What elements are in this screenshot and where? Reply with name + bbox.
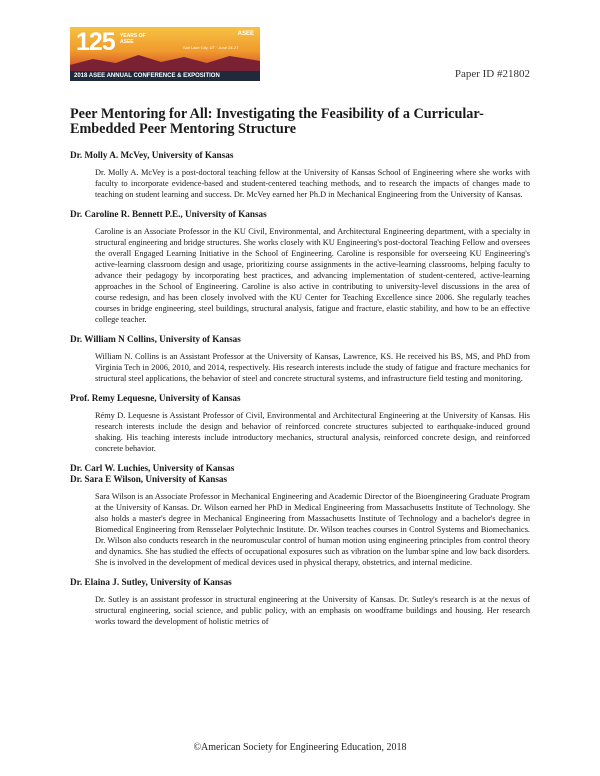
author-bio: Dr. Sutley is an assistant professor in structural engineering at the University of Kansas. Dr. Sutley's research is at the nexus of structural engineering, social science, and public policy, with an emphasis on woodframe buildings and housing. Her research works toward the development of holistic metrics of [95, 595, 530, 626]
author-list [70, 150, 530, 636]
author-bio: Rémy D. Lequesne is Assistant Professor of Civil, Environmental and Architectural Engineering at the University of Kansas. His research interests include the design and behavior of reinforced concrete structures subjected to earthquake-induced ground shaking. His teaching interests include introductory mechanics, structural analysis, reinforced concrete design, and reinforced concrete behavior. [95, 411, 530, 453]
logo-org: ASEE [237, 31, 254, 37]
logo-banner-text: 2018 ASEE ANNUAL CONFERENCE & EXPOSITION [70, 71, 260, 81]
author-section [70, 209, 530, 325]
logo-location: Salt Lake City, UT · June 24-27 [183, 45, 239, 50]
author-name: Dr. Caroline R. Bennett P.E., University of Kansas [70, 209, 267, 219]
author-name: Dr. Sara E Wilson, University of Kansas [70, 474, 228, 484]
author-section [70, 463, 530, 568]
copyright-footer: ©American Society for Engineering Education, 2018 [193, 742, 407, 753]
paper-title: Peer Mentoring for All: Investigating the Feasibility of a Curricular-Embedded Peer Mentoring Structure [70, 106, 484, 137]
author-name: Dr. William N Collins, University of Kansas [70, 334, 241, 344]
author-section [70, 150, 530, 200]
paper-id: Paper ID #21802 [454, 68, 530, 80]
author-section [70, 393, 530, 454]
author-name: Dr. Molly A. McVey, University of Kansas [70, 150, 234, 160]
author-name: Dr. Carl W. Luchies, University of Kansas [70, 463, 235, 473]
author-section [70, 334, 530, 384]
author-bio: Caroline is an Associate Professor in the KU Civil, Environmental, and Architectural Engineering department, with a specialty in structural engineering and bridge structures. She works closely with KU Engineering's post-doctoral Teaching Fellow and oversees the overall Engaged Learning Initiative in the School of Engineering. Caroline is responsible for overseeing KU Engineering's active-learning classroom design and usage, prioritizing course assignments in the active-learning classrooms, helping faculty to advance their pedagogy by incorporating best practices, and advancing implementation of student-centered, active-learning approaches in the School of Engineering. Caroline is also active in contributing to university-level discussions in the area of course redesign, and has been closely involved with the KU Center for Teaching Excellence since 2006. She regularly teaches courses in bridge engineering, steel buildings, structural analysis, fatigue and fracture, elastic stability, and how to be an effective college teacher. [95, 227, 530, 324]
logo-number: 125 [76, 28, 115, 56]
author-bio: William N. Collins is an Assistant Professor at the University of Kansas, Lawrence, KS. He received his BS, MS, and PhD from Virginia Tech in 2006, 2010, and 2014, respectively. His research interests include the study of fatigue and fracture mechanics for structural steel applications, the behavior of steel and concrete structural systems, and infrastructure field testing and monitoring. [95, 352, 530, 383]
conference-logo [70, 27, 260, 81]
author-bio: Dr. Molly A. McVey is a post-doctoral teaching fellow at the University of Kansas School of Engineering where she works with faculty to incorporate evidence-based and student-centered teaching methods, and to research the impacts of changes made to teaching on student learning and success. Dr. McVey earned her Ph.D in Mechanical Engineering from the University of Kansas. [95, 168, 530, 199]
author-bio: Sara Wilson is an Associate Professor in Mechanical Engineering and Academic Director of the Bioengineering Graduate Program at the University of Kansas. Dr. Wilson earned her PhD in Medical Engineering from Massachusetts Institute of Technology. She also holds a master's degree in Mechanical Engineering from Massachusetts Institute of Technology and a bachelor's degree in Biomedical Engineering from Rensselaer Polytechnic Institute. Dr. Wilson teaches courses in Control Systems and Biomechanics. Dr. Wilson also conducts research in the neuromuscular control of human motion using engineering principles from control theory and dynamics. She has studied the effects of occupational exposures such as vibration on the lumbar spine and low back disorders. She is involved in the development of medical devices used in physical therapy, obstetrics, and internal medicine. [95, 492, 530, 567]
author-name: Prof. Remy Lequesne, University of Kansas [70, 393, 241, 403]
author-section [70, 577, 530, 627]
author-name: Dr. Elaina J. Sutley, University of Kansas [70, 577, 232, 587]
logo-years: YEARS OF ASEE [120, 33, 146, 45]
